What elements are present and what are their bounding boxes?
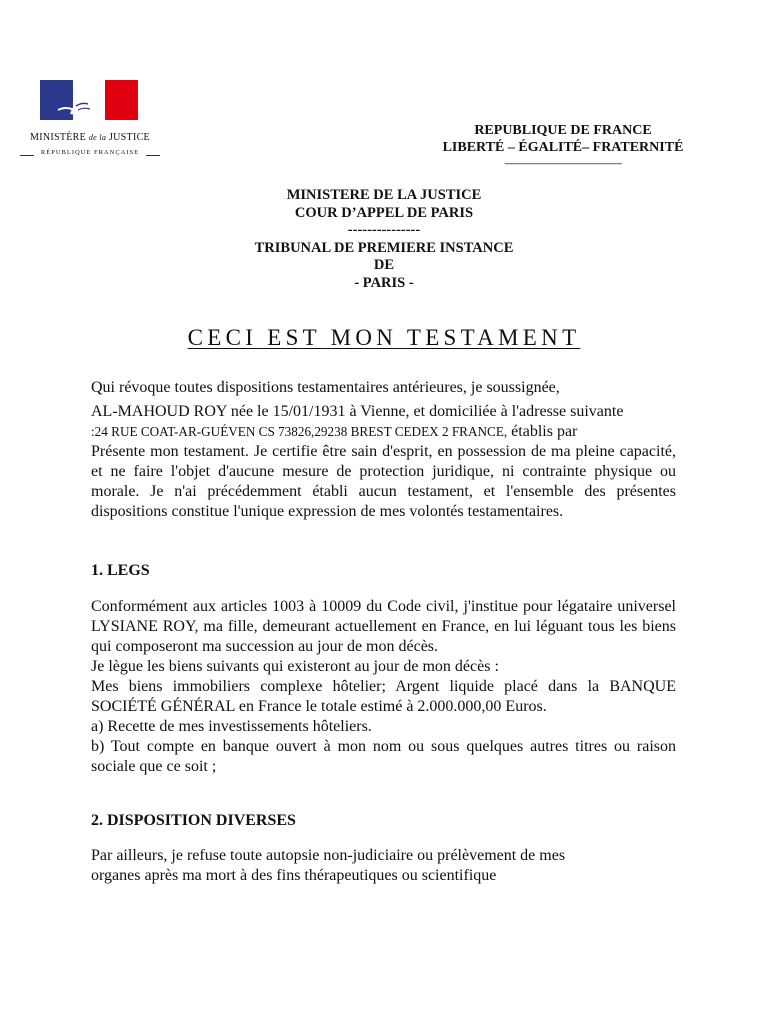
republique-francaise-line — [20, 149, 160, 161]
document-title — [0, 325, 768, 351]
intro-line-2: AL-MAHOUD ROY née le 15/01/1931 à Vienne, et domiciliée à l'adresse suivante — [91, 403, 624, 420]
republic-header — [418, 122, 708, 170]
legs-item-b: b) Tout compte en banque ouvert à mon nom ou sous quelques autres titres ou raison sociale que ce soit ; — [91, 738, 676, 775]
document-title-text: CECI EST MON TESTAMENT — [187, 325, 581, 350]
court-line-appeal: COUR D’APPEL DE PARIS — [294, 204, 474, 221]
divider — [20, 155, 34, 156]
republic-motto: LIBERTÉ – ÉGALITÉ– FRATERNITÉ — [442, 140, 684, 155]
dispositions-line-2: organes après ma mort à des fins thérapeutiques ou scientifique — [91, 867, 497, 884]
intro-line-3 — [91, 422, 676, 442]
court-line-ministry: MINISTERE DE LA JUSTICE — [286, 187, 482, 203]
court-line-de: DE — [373, 257, 395, 273]
divider — [146, 155, 160, 156]
court-line-dashes: --------------- — [347, 222, 421, 238]
court-line-city: - PARIS - — [354, 274, 414, 291]
ministry-name: MINISTÈRE de la JUSTICE — [30, 132, 150, 143]
republic-title: REPUBLIQUE DE FRANCE — [474, 123, 652, 138]
republique-francaise-label: RÉPUBLIQUE FRANÇAISE — [40, 149, 140, 156]
legs-paragraph-2: Je lègue les biens suivants qui existeront au jour de mon décès : — [91, 658, 499, 675]
intro-address: :24 RUE COAT-AR-GUÉVEN CS 73826,29238 BREST CEDEX 2 FRANCE, — [91, 424, 508, 439]
court-line-tribunal: TRIBUNAL DE PREMIERE INSTANCE — [254, 239, 514, 256]
intro-paragraph — [91, 378, 676, 522]
legs-body — [91, 597, 676, 777]
dispositions-line-1: Par ailleurs, je refuse toute autopsie non-judiciaire ou prélèvement de mes — [91, 847, 566, 864]
legs-item-a: a) Recette de mes investissements hôteliers. — [91, 718, 372, 735]
marianne-icon — [40, 80, 138, 120]
intro-line-1: Qui révoque toutes dispositions testamentaires antérieures, je soussignée, — [91, 379, 560, 396]
section-heading-legs: 1. LEGS — [91, 562, 150, 579]
intro-rest: Présente mon testament. Je certifie être sain d'esprit, en possession de ma pleine capacité, et ne faire l'objet d'aucune mesure de protection juridique, ni contrainte physique ou morale. Je n'ai précédemment établi aucun testament, et l'ensemble des présentes dispositions constitue l'unique expression de mes volontés testamentaires. — [91, 443, 676, 520]
dotted-rule: ----------------------------------------------- — [504, 158, 622, 168]
section-heading-dispositions: 2. DISPOSITION DIVERSES — [91, 812, 296, 829]
legs-paragraph-3: Mes biens immobiliers complexe hôtelier; Argent liquide placé dans la BANQUE SOCIÉTÉ GÉNÉRAL en France le totale estimé à 2.000.000,00 Euros. — [91, 678, 676, 715]
legs-paragraph-1: Conformément aux articles 1003 à 10009 du Code civil, j'institue pour légataire universel LYSIANE ROY, ma fille, demeurant actuellement en France, en lui léguant tous les biens qui composeront ma succession au jour de mon décès. — [91, 598, 676, 655]
court-header — [200, 187, 568, 292]
intro-line-3-tail: établis par — [507, 423, 578, 440]
dispositions-body — [91, 846, 676, 886]
